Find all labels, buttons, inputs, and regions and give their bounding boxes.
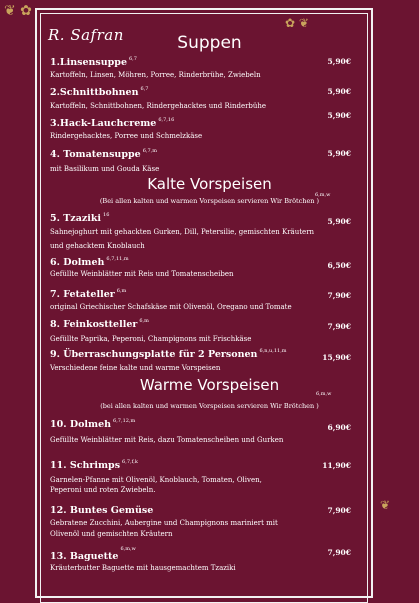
section-note: (Bei allen kalten und warmen Vorspeisen servieren Wir Brötchen )	[99, 197, 320, 205]
menu-item-price: 7,90€	[327, 548, 351, 557]
menu-item-price: 5,90€	[327, 217, 351, 226]
menu-item-price: 7,90€	[327, 322, 351, 331]
menu-item-description: Kartoffeln, Schnittbohnen, Rindergehacktes und Rinderbühe	[50, 102, 267, 110]
menu-item-price: 5,90€	[327, 111, 351, 120]
section-allergens: 6,m,w	[315, 192, 331, 198]
section-title-suppen: Suppen	[177, 33, 242, 53]
menu-item-price: 5,90€	[327, 87, 351, 96]
menu-item-name: 4. Tomatensuppe $^{6,7,m}$	[50, 148, 157, 160]
menu-item-description: Gefüllte Weinblätter mit Reis, dazu Tomatenscheiben und Gurken	[50, 436, 284, 444]
menu-item-price: 5,90€	[327, 57, 351, 66]
menu-item-description: Kartoffeln, Linsen, Möhren, Porree, Rinderbrühe, Zwiebeln	[50, 71, 261, 79]
menu-item-description: Olivenöl und gemischten Kräutern	[50, 530, 173, 538]
menu-item-description: Gebratene Zucchini, Aubergine und Champignons mariniert mit	[50, 519, 278, 527]
menu-item-description: original Griechischer Schafskäse mit Olivenöl, Oregano und Tomate	[50, 303, 292, 311]
section-allergens: 6,m,w	[316, 391, 332, 397]
menu-item-name: 9. Überraschungsplatte für 2 Personen $^{6,n,u,11,m}$	[50, 348, 287, 360]
menu-item-name: 8. Feinkostteller $^{6,m}$	[50, 318, 149, 330]
menu-item-description: Gefüllte Paprika, Peperoni, Champignons mit Frischkäse	[50, 335, 252, 343]
menu-item-description: Sahnejoghurt mit gehackten Gurken, Dill, Petersilie, gemischten Kräutern	[50, 228, 315, 236]
menu-item-description: mit Basilikum und Gouda Käse	[50, 165, 160, 173]
menu-item-price: 7,90€	[327, 506, 351, 515]
floral-ornament-icon: ❦	[380, 498, 391, 512]
menu-item-description: Verschiedene feine kalte und warme Vorspeisen	[50, 364, 221, 372]
menu-item-price: 5,90€	[327, 149, 351, 158]
section-title-warme-vorspeisen: Warme Vorspeisen	[139, 376, 280, 394]
menu-item-name: 7. Fetateller $^{6,m}$	[50, 288, 127, 300]
floral-ornament-icon: ✿ ❦	[285, 16, 309, 30]
menu-item-description: Kräuterbutter Baguette mit hausgemachtem Tzaziki	[50, 564, 236, 572]
menu-item-name: 10. Dolmeh $^{6,7,12,m}$	[50, 418, 136, 430]
menu-item-name: 6. Dolmeh $^{6,7,11,m}$	[50, 256, 129, 268]
menu-item-description: Rindergehacktes, Porree und Schmelzkäse	[50, 132, 203, 140]
menu-item-name: 12. Buntes Gemüse	[50, 505, 154, 516]
menu-item-price: 15,90€	[322, 353, 351, 362]
menu-item-description: und gehacktem Knoblauch	[50, 242, 145, 250]
menu-item-name: 2.Schnittbohnen $^{6,7}$	[50, 86, 149, 98]
menu-item-price: 6,50€	[327, 261, 351, 270]
section-title-kalte-vorspeisen: Kalte Vorspeisen	[147, 175, 272, 193]
menu-item-description: Garnelen-Pfanne mit Olivenöl, Knoblauch, Tomaten, Oliven,	[50, 476, 262, 484]
section-note: (bei allen kalten und warmen Vorspeisen servieren Wir Brötchen )	[100, 402, 319, 410]
menu-item-name: 13. Baguette$^{6,m,w}$	[50, 546, 136, 562]
menu-item-description: Peperoni und roten Zwiebeln.	[50, 486, 156, 494]
menu-item-name: 11. Schrimps $^{6,7,f,k}$	[50, 459, 138, 471]
menu-item-name: 1.Linsensuppe $^{6,7}$	[50, 56, 137, 68]
menu-item-price: 6,90€	[327, 423, 351, 432]
menu-item-description: Gefüllte Weinblätter mit Reis und Tomatenscheiben	[50, 270, 234, 278]
floral-ornament-icon: ❦ ✿	[4, 3, 32, 19]
menu-item-price: 7,90€	[327, 291, 351, 300]
menu-item-name: 3.Hack-Lauchcreme $^{6,7,16}$	[50, 117, 175, 129]
menu-item-name: 5. Tzaziki $^{16}$	[50, 212, 110, 224]
menu-item-price: 11,90€	[322, 461, 351, 470]
logo: R. Safran	[48, 26, 124, 44]
